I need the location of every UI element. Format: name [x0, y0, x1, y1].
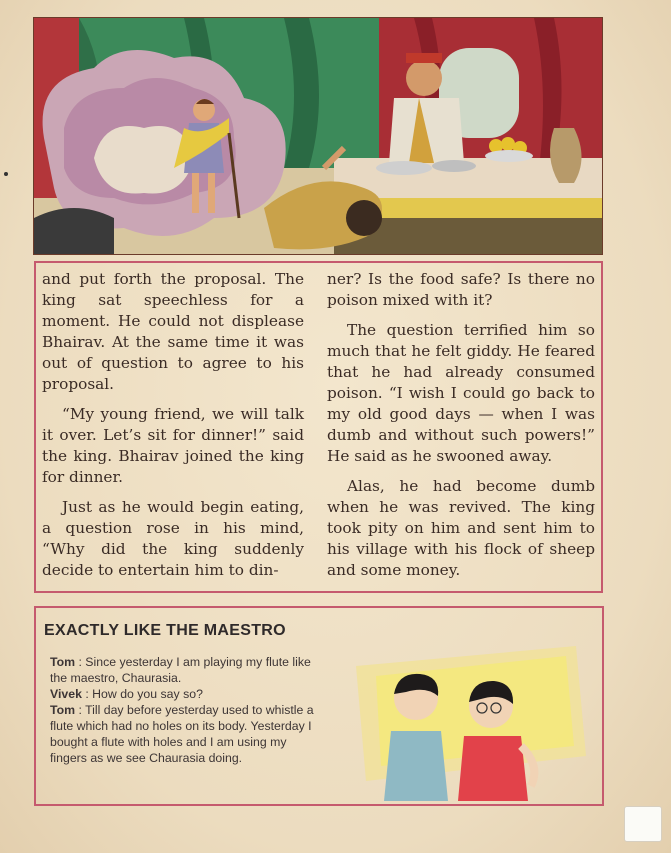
library-stamp: [624, 806, 662, 842]
story-paragraph: and put forth the proposal. The king sat speechless for a moment. He could not displease Bhairav. At the same time it was out of question to agree to his proposal.: [42, 270, 304, 393]
story-text-box: [34, 261, 603, 593]
story-paragraph: Just as he would begin eating, a question rose in his mind, “Why did the king suddenly decide to entertain him to din-: [42, 498, 304, 579]
dinner-scene-art: [34, 18, 602, 254]
dialogue-line: Vivek : How do you say so?: [50, 687, 203, 701]
joke-dialogue: [50, 654, 314, 766]
dialogue-text: How do you say so?: [92, 687, 203, 701]
joke-title: EXACTLY LIKE THE MAESTRO: [44, 622, 286, 639]
joke-box: [34, 606, 604, 806]
story-right-column: [327, 269, 595, 590]
dialogue-text: Till day before yesterday used to whistle a flute which had no holes on its body. Yesterday I bought a flute with holes and I am using my fingers as we see Chaurasia doing.: [50, 703, 314, 765]
speaker-name: Tom: [50, 655, 76, 669]
speaker-name: Tom: [50, 703, 76, 717]
dialogue-text: Since yesterday I am playing my flute like the maestro, Chaurasia.: [50, 655, 311, 685]
ink-dot: [4, 172, 8, 176]
joke-illustration: [336, 636, 596, 804]
story-paragraph: “My young friend, we will talk it over. Let’s sit for dinner!” said the king. Bhairav joined the king for dinner.: [42, 405, 304, 486]
story-paragraph: ner? Is the food safe? Is there no poison mixed with it?: [327, 270, 595, 309]
dialogue-line: Tom : Till day before yesterday used to whistle a flute which had no holes on its body. Yesterday I bought a flute with holes and I am using my fingers as we see Chaurasia doing.: [50, 703, 314, 765]
dialogue-line: Tom : Since yesterday I am playing my flute like the maestro, Chaurasia.: [50, 655, 311, 685]
story-left-column: [42, 269, 304, 590]
story-paragraph: Alas, he had become dumb when he was revived. The king took pity on him and sent him to his village with his flock of sheep and some money.: [327, 477, 595, 579]
speaker-name: Vivek: [50, 687, 82, 701]
two-boys-art: [336, 636, 596, 804]
story-paragraph: The question terrified him so much that he felt giddy. He feared that he had already consumed poison. “I wish I could go back to my old good days — when I was dumb and without such powers!” He said as he swooned away.: [327, 321, 595, 465]
story-illustration: [33, 17, 603, 255]
